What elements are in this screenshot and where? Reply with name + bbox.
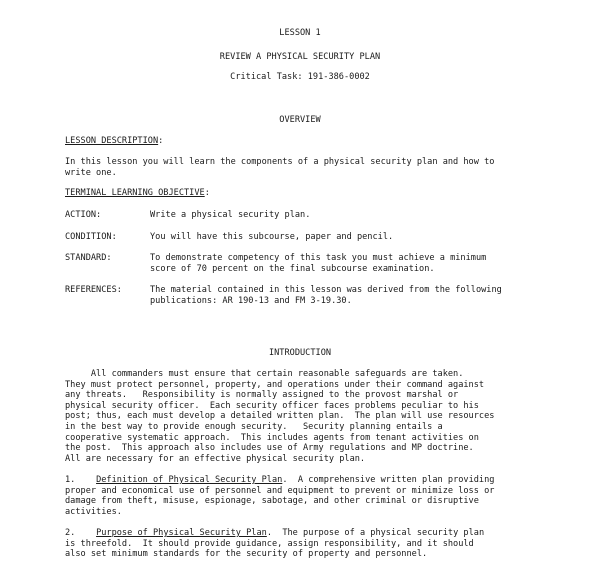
- introduction-paragraph: All commanders must ensure that certain reasonable safeguards are taken. They must protect personnel, property, and operations under their command against any threats. Responsibility is normally assigned to the provost marshal or physical security officer. Each security officer faces problems peculiar to his post; thus, each must develop a detailed written plan. The plan will use resources in the best way to provide enough security. Security planning entails a cooperative systematic approach. This includes agents from tenant activities on the post. This approach also includes use of Army regulations and MP doctrine. All are necessary for an effective physical security plan.: [65, 369, 495, 464]
- lesson-description-label: LESSON DESCRIPTION:: [65, 136, 164, 146]
- condition-label: CONDITION:: [65, 232, 117, 242]
- condition-text: You will have this subcourse, paper and pencil.: [150, 232, 394, 242]
- references-label: REFERENCES:: [65, 285, 122, 295]
- lesson-number: LESSON 1: [279, 28, 321, 38]
- item-definition: 1. Definition of Physical Security Plan. A comprehensive written plan providing proper and economical use of personnel and equipment to prevent or minimize loss or damage from theft, misuse, espionage, sabotage, and other criminal or disruptive activities.: [65, 475, 495, 517]
- critical-task: Critical Task: 191-386-0002: [230, 72, 370, 82]
- introduction-heading: INTRODUCTION: [268, 348, 332, 358]
- lesson-description-text: In this lesson you will learn the components of a physical security plan and how to write one.: [65, 157, 495, 178]
- action-text: Write a physical security plan.: [150, 210, 311, 220]
- item2-title: Purpose of Physical Security Plan: [96, 528, 267, 538]
- standard-text: To demonstrate competency of this task you must achieve a minimum score of 70 percent on the final subcourse examination.: [150, 253, 487, 274]
- item1-number: 1.: [65, 475, 76, 485]
- item-purpose: 2. Purpose of Physical Security Plan. The purpose of a physical security plan is threefold. It should provide guidance, assign responsibility, and it should also set minimum standards for the security of property and personnel.: [65, 528, 485, 560]
- overview-heading: OVERVIEW: [279, 115, 321, 125]
- tlo-label: TERMINAL LEARNING OBJECTIVE:: [65, 188, 210, 198]
- references-text: The material contained in this lesson was derived from the following publications: AR 190-13 and FM 3-19.30.: [150, 285, 502, 306]
- lesson-title: REVIEW A PHYSICAL SECURITY PLAN: [219, 52, 381, 62]
- item2-number: 2.: [65, 528, 76, 538]
- standard-label: STANDARD:: [65, 253, 112, 263]
- action-label: ACTION:: [65, 210, 102, 220]
- item1-title: Definition of Physical Security Plan: [96, 475, 283, 485]
